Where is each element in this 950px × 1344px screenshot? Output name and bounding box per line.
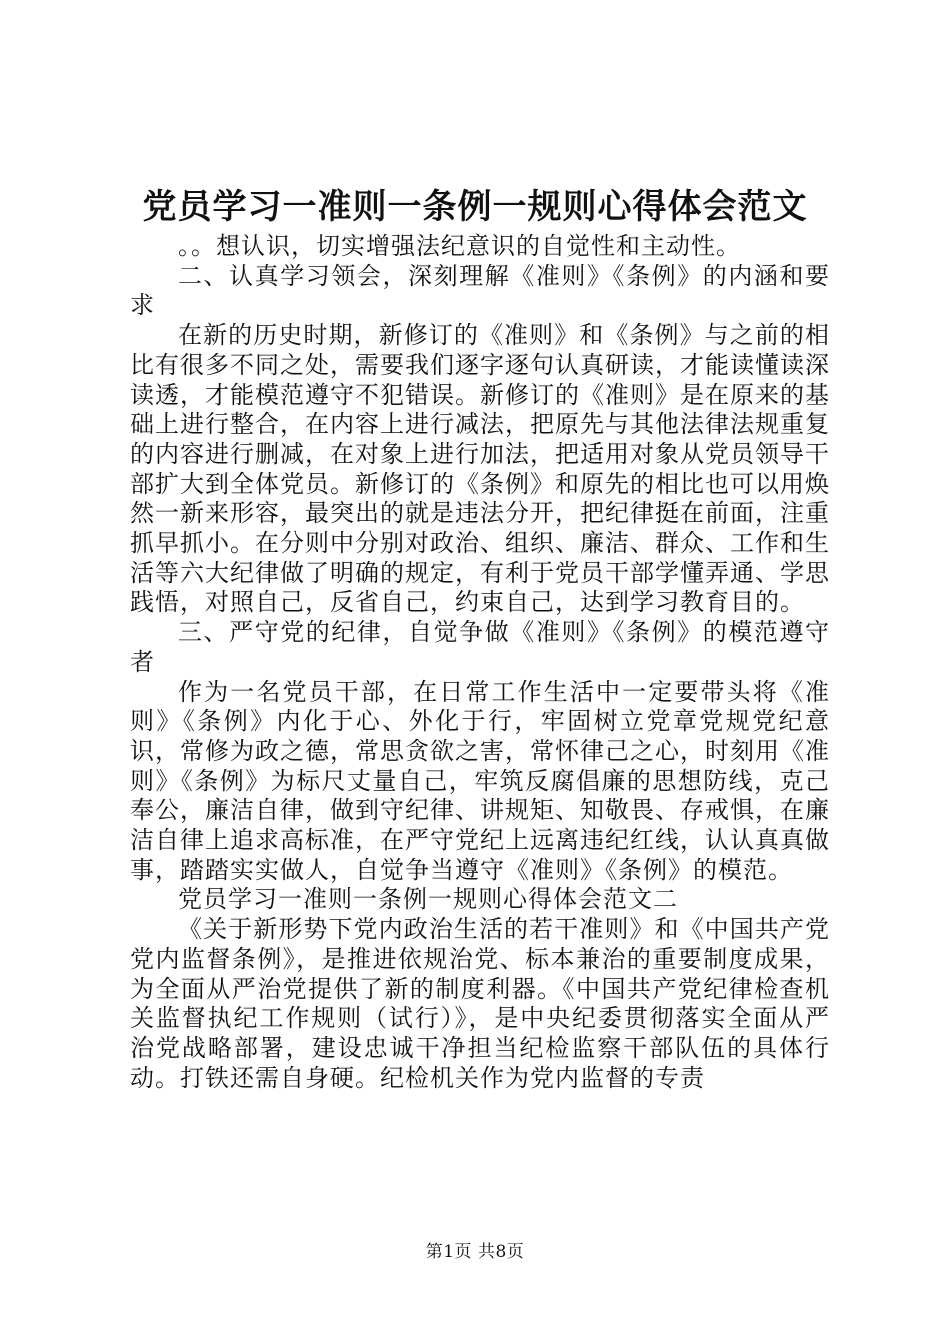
document-body [130, 232, 830, 1093]
paragraph: 作为一名党员干部，在日常工作生活中一定要带头将《准则》《条例》内化于心、外化于行，牢固树立党章党规党纪意识，常修为政之德，常思贪欲之害，常怀律己之心，时刻用《准则》《条例》为标尺丈量自己，牢筑反腐倡廉的思想防线，克己奉公，廉洁自律，做到守纪律、讲规矩、知敬畏、存戒惧，在廉洁自律上追求高标准，在严守党纪上远离违纪红线，认认真真做事，踏踏实实做人，自觉争当遵守《准则》《条例》的模范。 [130, 677, 830, 884]
subtitle: 党员学习一准则一条例一规则心得体会范文二 [178, 885, 678, 914]
document-title: 党员学习一准则一条例一规则心得体会范文 [142, 187, 808, 227]
paragraph: 在新的历史时期，新修订的《准则》和《条例》与之前的相比有很多不同之处，需要我们逐字逐句认真研读，才能读懂读深读透，才能模范遵守不犯错误。新修订的《准则》是在原来的基础上进行整合，在内容上进行减法，把原先与其他法律法规重复的内容进行删减，在对象上进行加法，把适用对象从党员领导干部扩大到全体党员。新修订的《条例》和原先的相比也可以用焕然一新来形容，最突出的就是违法分开，把纪律挺在前面，注重抓早抓小。在分则中分别对政治、组织、廉洁、群众、工作和生活等六大纪律做了明确的规定，有利于党员干部学懂弄通、学思践悟，对照自己，反省自己，约束自己，达到学习教育目的。 [130, 321, 830, 617]
paragraph: 《关于新形势下党内政治生活的若干准则》和《中国共产党党内监督条例》，是推进依规治党、标本兼治的重要制度成果，为全面从严治党提供了新的制度利器。《中国共产党纪律检查机关监督执纪工作规则（试行）》，是中央纪委贯彻落实全面从严治党战略部署，建设忠诚干净担当纪检监察干部队伍的具体行动。打铁还需自身硬。纪检机关作为党内监督的专责 [130, 915, 830, 1092]
section-heading: 二、认真学习领会，深刻理解《准则》《条例》的内涵和要求 [130, 261, 830, 320]
section-heading: 三、严守党的纪律，自觉争做《准则》《条例》的模范遵守者 [130, 618, 830, 676]
paragraph: 。。想认识，切实增强法纪意识的自觉性和主动性。 [178, 232, 741, 260]
page-footer: 第1页 共8页 [425, 1242, 525, 1262]
